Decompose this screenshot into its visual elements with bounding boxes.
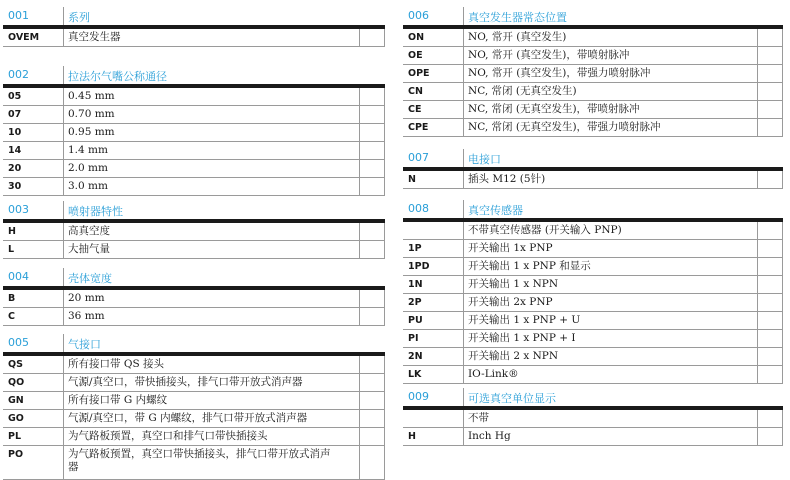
option-code: PI (408, 333, 419, 344)
option-desc: 开关输出 1 x PNP + I (468, 332, 576, 344)
option-code: QO (8, 377, 25, 388)
section-title: 真空发生器常态位置 (468, 11, 567, 24)
section-housing-width (3, 264, 385, 326)
table-row (403, 428, 783, 446)
section-title: 可选真空单位显示 (468, 392, 556, 405)
section-title: 真空传感器 (468, 204, 523, 217)
section-code: 006 (408, 9, 429, 22)
option-desc: 0.95 mm (68, 126, 115, 138)
section-title: 气接口 (68, 338, 101, 351)
option-desc: 气源/真空口，带快插接头，排气口带开放式消声器 (68, 376, 303, 388)
option-desc: 高真空度 (68, 225, 110, 237)
table-row (3, 356, 385, 374)
option-desc: NO, 常开 (真空发生)，带喷射脉冲 (468, 49, 630, 61)
option-code: 1PD (408, 261, 430, 272)
option-code: PL (8, 431, 22, 442)
section-code: 002 (8, 68, 29, 81)
option-code: PO (8, 449, 24, 460)
table-row (3, 29, 385, 47)
option-code: ON (408, 32, 425, 43)
table-row (3, 308, 385, 326)
option-desc: 所有接口带 QS 接头 (68, 358, 164, 370)
option-desc: 开关输出 1 x PNP 和显示 (468, 260, 591, 272)
section-series (3, 3, 385, 47)
option-code: GO (8, 413, 24, 424)
table-row (3, 374, 385, 392)
option-code: 10 (8, 127, 22, 138)
option-desc: 20 mm (68, 292, 105, 304)
table-row (403, 312, 783, 330)
option-desc: 3.0 mm (68, 180, 108, 192)
option-code: 1P (408, 243, 422, 254)
option-desc: NC, 常闭 (无真空发生)，带喷射脉冲 (468, 103, 640, 115)
section-normal-position (403, 3, 783, 137)
section-code: 005 (8, 336, 29, 349)
option-code: QS (8, 359, 23, 370)
section-title: 拉法尔气嘴公称通径 (68, 70, 167, 83)
option-desc: 插头 M12 (5针) (468, 173, 546, 185)
option-desc: NO, 常开 (真空发生) (468, 31, 567, 43)
table-row (403, 240, 783, 258)
section-code: 003 (8, 203, 29, 216)
table-row (3, 178, 385, 196)
option-desc: 不带真空传感器 (开关输入 PNP) (468, 224, 622, 236)
option-desc: 0.70 mm (68, 108, 115, 120)
section-code: 001 (8, 9, 29, 22)
table-row (403, 29, 783, 47)
table-row (3, 446, 385, 480)
table-row (403, 258, 783, 276)
option-code: 20 (8, 163, 22, 174)
table-row (403, 65, 783, 83)
option-desc: 1.4 mm (68, 144, 108, 156)
section-code: 008 (408, 202, 429, 215)
option-desc: 2.0 mm (68, 162, 108, 174)
table-row (3, 241, 385, 259)
table-row (403, 366, 783, 384)
table-row (3, 106, 385, 124)
option-desc: NC, 常闭 (无真空发生) (468, 85, 577, 97)
table-row (403, 83, 783, 101)
option-desc: 为气路板预置，真空口和排气口带快插接头 (68, 430, 268, 442)
option-desc: 0.45 mm (68, 90, 115, 102)
section-code: 004 (8, 270, 29, 283)
section-vacuum-unit-display (403, 384, 783, 446)
option-code: 2N (408, 351, 423, 362)
option-desc: IO-Link® (468, 368, 519, 380)
option-desc: 所有接口带 G 内螺纹 (68, 394, 168, 406)
table-row (3, 428, 385, 446)
option-desc: 开关输出 1x PNP (468, 242, 553, 254)
option-desc: 大抽气量 (68, 243, 110, 255)
option-code: C (8, 311, 15, 322)
option-desc: 开关输出 1 x PNP + U (468, 314, 581, 326)
option-code: 2P (408, 297, 422, 308)
option-code: PU (408, 315, 423, 326)
table-row (403, 171, 783, 189)
option-desc: NC, 常闭 (无真空发生)，带强力喷射脉冲 (468, 121, 661, 133)
table-row (403, 47, 783, 65)
option-code: 07 (8, 109, 22, 120)
option-code: OE (408, 50, 423, 61)
option-desc: NO, 常开 (真空发生)，带强力喷射脉冲 (468, 67, 651, 79)
section-ejector-characteristics (3, 197, 385, 259)
table-row (403, 276, 783, 294)
option-code: H (408, 431, 416, 442)
section-title: 系列 (68, 11, 90, 24)
table-row (3, 160, 385, 178)
table-row (403, 330, 783, 348)
option-code: CN (408, 86, 423, 97)
option-desc: 气源/真空口，带 G 内螺纹，排气口带开放式消声器 (68, 412, 308, 424)
option-code: 1N (408, 279, 423, 290)
option-code: GN (8, 395, 24, 406)
option-desc: 36 mm (68, 310, 105, 322)
option-desc: 开关输出 2x PNP (468, 296, 553, 308)
section-vacuum-sensor (403, 196, 783, 384)
option-code: OVEM (8, 32, 40, 43)
section-title: 电接口 (468, 153, 501, 166)
table-row (403, 410, 783, 428)
option-desc: 为气路板预置，真空口带快插接头，排气口带开放式消声器 (68, 448, 331, 473)
table-row (3, 290, 385, 308)
table-row (3, 88, 385, 106)
section-pneumatic-connection (3, 330, 385, 480)
option-code: L (8, 244, 15, 255)
table-row (403, 119, 783, 137)
option-desc: 开关输出 1 x NPN (468, 278, 559, 290)
option-code: H (8, 226, 16, 237)
table-row (403, 222, 783, 240)
option-code: N (408, 174, 416, 185)
table-row (3, 124, 385, 142)
section-electrical-connection (403, 145, 783, 189)
option-desc: 不带 (468, 412, 489, 424)
section-title: 喷射器特性 (68, 205, 123, 218)
table-row (3, 223, 385, 241)
table-row (403, 348, 783, 366)
option-code: B (8, 293, 16, 304)
table-row (403, 101, 783, 119)
table-row (3, 142, 385, 160)
option-code: CPE (408, 122, 429, 133)
option-code: 05 (8, 91, 22, 102)
option-code: CE (408, 104, 422, 115)
section-code: 009 (408, 390, 429, 403)
option-desc: Inch Hg (468, 430, 511, 442)
option-code: OPE (408, 68, 430, 79)
option-code: LK (408, 369, 422, 380)
table-row (3, 392, 385, 410)
table-row (403, 294, 783, 312)
option-desc: 真空发生器 (68, 31, 121, 43)
option-desc: 开关输出 2 x NPN (468, 350, 559, 362)
table-row (3, 410, 385, 428)
section-code: 007 (408, 151, 429, 164)
section-title: 壳体宽度 (68, 272, 112, 285)
section-nozzle-diameter (3, 62, 385, 196)
option-code: 14 (8, 145, 22, 156)
option-code: 30 (8, 181, 22, 192)
